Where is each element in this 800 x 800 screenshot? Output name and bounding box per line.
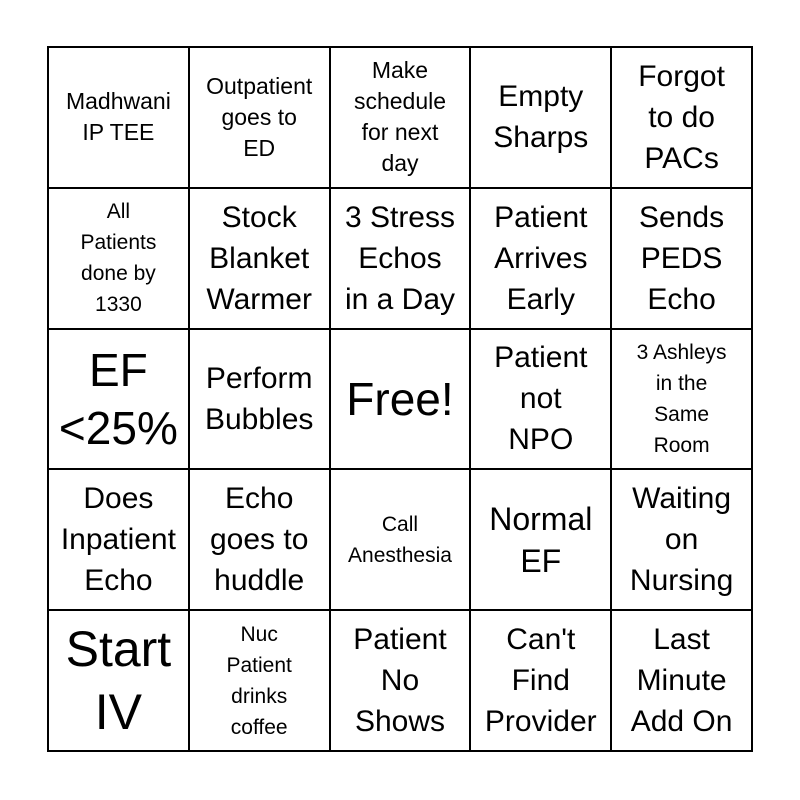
bingo-cell[interactable] [612,611,753,752]
cell-text: Patient Arrives Early [494,200,588,316]
cell-text: Does Inpatient Echo [60,482,176,598]
cell-text: Madhwani IP TEE [65,88,171,146]
bingo-cell[interactable] [471,189,612,330]
bingo-cell[interactable] [190,470,331,611]
cell-text: All Patients done by 1330 [80,200,157,317]
cell-text: EF <25% [58,343,178,454]
cell-text: Echo goes to huddle [209,482,309,598]
bingo-cell[interactable] [331,48,472,189]
cell-text: Normal EF [489,500,593,579]
bingo-cell[interactable] [471,48,612,189]
cell-text: Sends PEDS Echo [639,200,725,316]
cell-text: 3 Stress Echos in a Day [344,200,456,316]
bingo-cell[interactable] [190,611,331,752]
cell-text: Outpatient goes to ED [206,72,313,161]
cell-text: Start IV [65,620,172,740]
bingo-cell[interactable] [49,330,190,471]
bingo-cell[interactable] [331,611,472,752]
bingo-cell[interactable] [331,470,472,611]
bingo-cell[interactable] [331,189,472,330]
cell-text: Nuc Patient drinks coffee [226,622,292,739]
bingo-cell[interactable] [471,330,612,471]
bingo-cell[interactable] [612,48,753,189]
bingo-cell[interactable] [190,48,331,189]
bingo-cell[interactable] [190,189,331,330]
cell-text: Patient No Shows [353,623,447,739]
cell-text: Patient not NPO [494,341,588,457]
bingo-cell[interactable] [612,470,753,611]
cell-text: Can't Find Provider [484,623,597,739]
bingo-cell[interactable] [612,189,753,330]
bingo-cell[interactable] [49,611,190,752]
bingo-cell[interactable] [49,470,190,611]
cell-text: Forgot to do PACs [638,59,725,175]
bingo-cell[interactable] [471,470,612,611]
bingo-cell[interactable] [471,611,612,752]
cell-text: Make schedule for next day [353,57,447,177]
cell-text: Last Minute Add On [630,623,733,739]
bingo-board [47,46,753,752]
bingo-cell[interactable] [49,48,190,189]
bingo-cell[interactable] [190,330,331,471]
bingo-cell[interactable] [49,189,190,330]
cell-text: Call Anesthesia [348,512,452,567]
free-space-cell[interactable] [331,330,472,471]
cell-text: Empty Sharps [493,80,589,155]
free-space-text: Free! [346,372,454,425]
cell-text: 3 Ashleys in the Same Room [636,340,727,457]
cell-text: Stock Blanket Warmer [206,200,312,316]
cell-text: Perform Bubbles [204,361,314,436]
bingo-cell[interactable] [612,330,753,471]
cell-text: Waiting on Nursing [629,482,734,598]
